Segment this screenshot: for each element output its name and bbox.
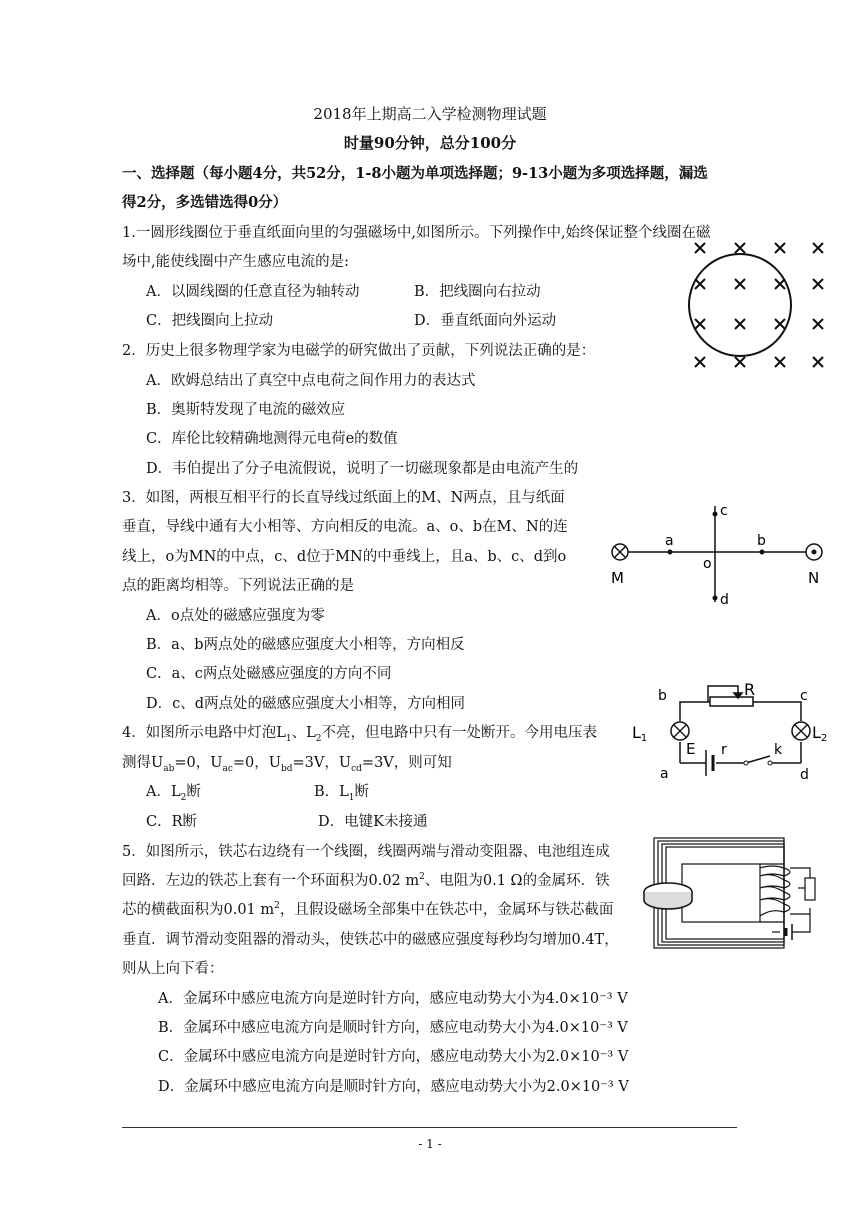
q1-option-d: D．垂直纸面向外运动 <box>414 313 557 329</box>
label-E: E <box>686 740 696 758</box>
metal-ring-icon <box>644 883 692 909</box>
wire-n-out-of-page-icon <box>806 544 822 560</box>
q5-stem: 5．如图所示，铁芯右边绕有一个线圈，线圈两端与滑动变阻器、电池组连成 <box>122 844 610 860</box>
field-cross-icon <box>695 357 705 367</box>
q3-option-b: B．a、b两点处的磁感应强度大小相等，方向相反 <box>146 637 465 653</box>
q5-stem-cont4: 则从上向下看： <box>122 961 224 977</box>
q3-stem: 3．如图，两根互相平行的长直导线过纸面上的M、N两点，且与纸面 <box>122 490 565 506</box>
field-cross-icon <box>775 243 785 253</box>
coil-circle <box>689 254 791 356</box>
field-cross-icon <box>735 243 745 253</box>
switch-k <box>746 756 770 763</box>
node-d: d <box>800 767 809 782</box>
field-cross-icon <box>813 279 823 289</box>
node-c: c <box>800 688 808 704</box>
page-title: 2018年上期高二入学检测物理试题 <box>313 105 547 123</box>
q3-stem-cont3: 点的距离均相等。下列说法正确的是 <box>122 578 354 594</box>
q2-option-c: C．库伦比较精确地测得元电荷e的数值 <box>146 431 398 447</box>
q3-stem-cont: 垂直，导线中通有大小相等、方向相反的电流。a、o、b在M、N的连 <box>122 519 568 535</box>
q1-option-a: A．以圆线圈的任意直径为轴转动 <box>146 284 360 300</box>
field-cross-icon <box>775 319 785 329</box>
page-number: - 1 - <box>418 1137 442 1151</box>
q3-option-c: C．a、c两点处磁感应强度的方向不同 <box>146 666 392 682</box>
point-b <box>760 550 765 555</box>
label-k: k <box>774 742 783 758</box>
q5-option-d: D．金属环中感应电流方向是顺时针方向，感应电动势大小为2.0×10⁻³ V <box>158 1079 629 1095</box>
field-cross-icon <box>775 279 785 289</box>
footer-divider <box>122 1127 737 1128</box>
node-a: a <box>660 766 669 782</box>
q5-option-b: B．金属环中感应电流方向是顺时针方向，感应电动势大小为4.0×10⁻³ V <box>158 1020 628 1036</box>
q1-option-b: B．把线圈向右拉动 <box>414 284 541 300</box>
field-cross-icon <box>695 243 705 253</box>
lamp-l2-icon <box>792 722 810 740</box>
q2-option-d: D．韦伯提出了分子电流假说，说明了一切磁现象都是由电流产生的 <box>146 461 579 477</box>
q3-option-d: D．c、d两点处的磁感应强度大小相等，方向相同 <box>146 696 466 712</box>
q1-stem-cont: 场中,能使线圈中产生感应电流的是: <box>122 254 349 270</box>
q4-option-c: C．R断 <box>146 814 198 830</box>
field-cross-icon <box>735 319 745 329</box>
field-cross-icon <box>695 279 705 289</box>
q2-option-a: A．欧姆总结出了真空中点电荷之间作用力的表达式 <box>146 373 476 389</box>
lamp-l1-icon <box>671 722 689 740</box>
field-cross-icon <box>775 357 785 367</box>
section-heading-cont: 得2分，多选错选得0分） <box>122 194 288 211</box>
wire-m-into-page-icon <box>612 544 628 560</box>
node-b: b <box>658 688 667 704</box>
q1-option-c: C．把线圈向上拉动 <box>146 313 274 329</box>
q4-option-d: D．电键K未接通 <box>318 814 428 830</box>
label-a: a <box>665 533 674 549</box>
label-b: b <box>757 533 766 549</box>
q4-option-a: A．$L_2$断 <box>146 784 201 803</box>
label-L1: L1 <box>632 723 648 744</box>
q4-stem: 4．如图所示电路中灯泡$L_1$、$L_2$不亮，但电路中只有一处断开。今用电压表 <box>122 725 597 744</box>
q4-figure <box>628 680 838 782</box>
q1-figure <box>684 236 834 376</box>
q5-stem-cont2: 芯的横截面积为0.01 $m^2$，且假设磁场全部集中在铁芯中，金属环与铁芯截面 <box>122 901 614 918</box>
q1-stem: 1.一圆形线圈位于垂直纸面向里的匀强磁场中,如图所示。下列操作中,始终保证整个线圈在磁 <box>122 225 711 241</box>
q4-stem-cont: 测得$U_{ab}=0$，$U_{ac}=0$，$U_{bd}=3V$，$U_{cd}=3V$，则可知 <box>122 755 452 774</box>
label-c: c <box>720 503 728 519</box>
q2-stem: 2．历史上很多物理学家为电磁学的研究做出了贡献，下列说法正确的是： <box>122 343 596 359</box>
field-cross-icon <box>735 357 745 367</box>
q5-stem-cont3: 垂直．调节滑动变阻器的滑动头，使铁芯中的磁感应强度每秒均匀增加0.4T， <box>122 932 619 948</box>
field-cross-icon <box>813 357 823 367</box>
q2-option-b: B．奥斯特发现了电流的磁效应 <box>146 402 346 418</box>
q5-stem-cont: 回路．左边的铁芯上套有一个环面积为0.02 $m^2$、电阻为0.1 Ω的金属环．铁 <box>122 872 610 889</box>
q5-option-a: A．金属环中感应电流方向是逆时针方向，感应电动势大小为4.0×10⁻³ V <box>158 991 628 1007</box>
field-cross-icon <box>735 279 745 289</box>
label-d: d <box>720 592 729 608</box>
section-heading: 一、选择题（每小题4分，共52分，1-8小题为单项选择题；9-13小题为多项选择题，漏选 <box>122 165 708 182</box>
q3-stem-cont2: 线上，o为MN的中点，c、d位于MN的中垂线上，且a、b、c、d到o <box>122 549 567 565</box>
q3-figure <box>605 500 835 612</box>
label-o: o <box>703 556 712 572</box>
label-N: N <box>808 569 820 587</box>
point-d <box>713 596 718 601</box>
label-r: r <box>721 742 727 758</box>
q3-option-a: A．o点处的磁感应强度为零 <box>146 608 325 624</box>
point-c <box>713 512 718 517</box>
field-cross-icon <box>813 319 823 329</box>
label-L2: L2 <box>812 723 828 744</box>
label-R: R <box>744 680 756 699</box>
page-subtitle: 时量90分钟，总分100分 <box>343 134 517 152</box>
q4-option-b: B．$L_1$断 <box>314 784 370 803</box>
label-M: M <box>611 569 624 587</box>
field-cross-icon <box>695 319 705 329</box>
field-cross-icon <box>813 243 823 253</box>
q5-option-c: C．金属环中感应电流方向是逆时针方向，感应电动势大小为2.0×10⁻³ V <box>158 1049 629 1065</box>
point-a <box>668 550 673 555</box>
q5-figure <box>640 834 840 958</box>
